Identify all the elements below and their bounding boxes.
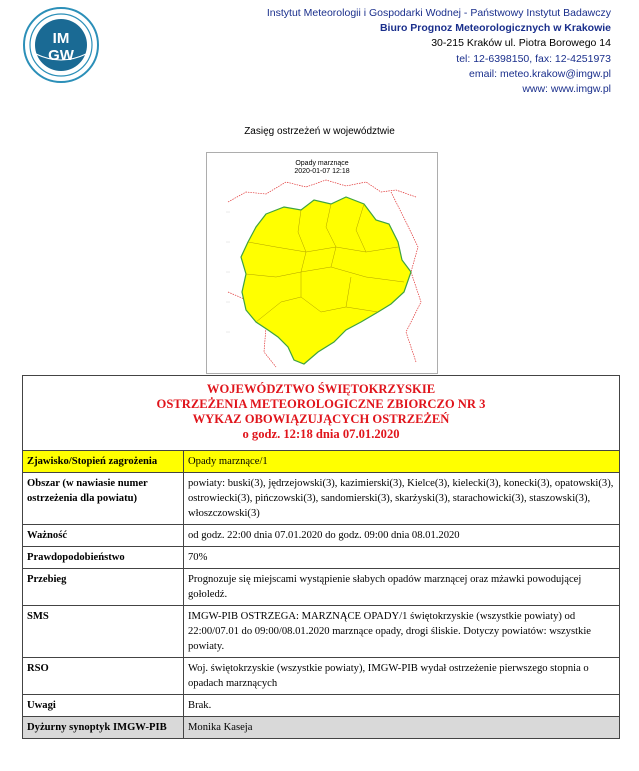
row-value: Woj. świętokrzyskie (wszystkie powiaty), IMGW-PIB wydał ostrzeżenie pierwszego stopnia o opadach marznących xyxy=(184,658,620,695)
row-value: od godz. 22:00 dnia 07.01.2020 do godz. 09:00 dnia 08.01.2020 xyxy=(184,525,620,547)
phone-fax: tel: 12-6398150, fax: 12-4251973 xyxy=(456,52,611,65)
map-timestamp: 2020-01-07 12:18 xyxy=(294,168,350,175)
row-label: Dyżurny synoptyk IMGW-PIB xyxy=(23,717,184,739)
table-row-phenomenon xyxy=(23,451,620,473)
warning-title-collective: OSTRZEŻENIA METEOROLOGICZNE ZBIORCZO NR 3 xyxy=(156,397,486,411)
table-row-validity xyxy=(23,525,620,547)
row-value: powiaty: buski(3), jędrzejowski(3), kazimierski(3), Kielce(3), kielecki(3), konecki(3), opatowski(3), ostrowiecki(3), pińczowski(3), sandomierski(3), skarżyski(3), starachowicki(3), staszowski(3), włoszczowski(3) xyxy=(184,473,620,525)
table-row-rso xyxy=(23,658,620,695)
warning-title-list: WYKAZ OBOWIĄZUJĄCYCH OSTRZEŻEŃ xyxy=(192,412,450,426)
warning-title-time: o godz. 12:18 dnia 07.01.2020 xyxy=(242,427,400,441)
row-label: Obszar (w nawiasie numer ostrzeżenia dla powiatu) xyxy=(23,473,184,525)
row-label: RSO xyxy=(23,658,184,695)
row-value: Opady marznące/1 xyxy=(184,451,620,473)
row-value: 70% xyxy=(184,547,620,569)
table-row-course xyxy=(23,569,620,606)
row-value: IMGW-PIB OSTRZEGA: MARZNĄCE OPADY/1 świętokrzyskie (wszystkie powiaty) od 22:00/07.01 do 09:00/08.01.2020 marznące opady, drogi śliskie. Dotyczy powiatów: wszystkie powiaty. xyxy=(184,606,620,658)
office-name: Biuro Prognoz Meteorologicznych w Krakowie xyxy=(379,22,611,35)
map-caption: Opady marznące xyxy=(295,160,349,167)
imgw-logo xyxy=(22,6,100,84)
row-value: Monika Kaseja xyxy=(184,717,620,739)
row-label: Ważność xyxy=(23,525,184,547)
table-row-remarks xyxy=(23,695,620,717)
row-label: Przebieg xyxy=(23,569,184,606)
row-value: Brak. xyxy=(184,695,620,717)
table-row-forecaster xyxy=(23,717,620,739)
warning-title xyxy=(23,376,620,451)
table-row-probability xyxy=(23,547,620,569)
row-label: SMS xyxy=(23,606,184,658)
website: www: www.imgw.pl xyxy=(522,83,611,96)
row-label: Prawdopodobieństwo xyxy=(23,547,184,569)
warning-title-region: WOJEWÓDZTWO ŚWIĘTOKRZYSKIE xyxy=(206,382,436,396)
address: 30-215 Kraków ul. Piotra Borowego 14 xyxy=(431,37,611,50)
row-label: Zjawisko/Stopień zagrożenia xyxy=(23,451,184,473)
logo-text-top: IM xyxy=(52,30,70,47)
row-value: Prognozuje się miejscami wystąpienie słabych opadów marznącej oraz mżawki powodującej gołoledź. xyxy=(184,569,620,606)
warning-table xyxy=(22,375,620,739)
institute-header xyxy=(267,6,611,97)
table-row-area xyxy=(23,473,620,525)
map-section-title: Zasięg ostrzeżeń w województwie xyxy=(244,126,395,137)
institute-name: Instytut Meteorologii i Gospodarki Wodnej - Państwowy Instytut Badawczy xyxy=(266,7,611,19)
table-row-sms xyxy=(23,606,620,658)
row-label: Uwagi xyxy=(23,695,184,717)
email: email: meteo.krakow@imgw.pl xyxy=(469,67,611,80)
logo-text-bottom: GW xyxy=(48,47,74,64)
warning-map xyxy=(206,152,438,374)
